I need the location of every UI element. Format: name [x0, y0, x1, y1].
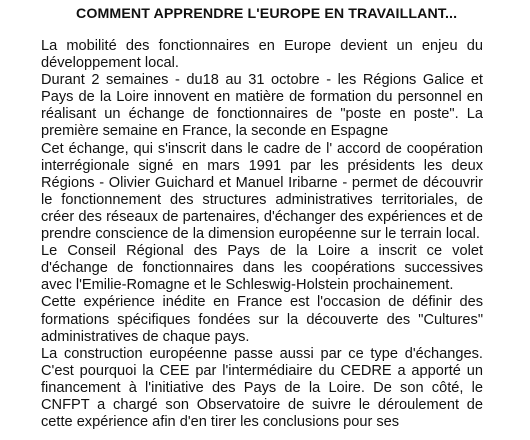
paragraph-4: Le Conseil Régional des Pays de la Loire a inscrit ce volet d'échange de fonctionnaires dans les coopérations successives avec l'Emilie-Romagne et le Schleswig-Holstein prochainement.	[41, 243, 483, 294]
paragraph-6: La construction européenne passe aussi par ce type d'échanges. C'est pourquoi la CEE par l'intermédiaire du CEDRE a apporté un financement à l'initiative des Pays de la Loire. De son côté, le CNFPT a chargé son Observatoire de suivre le déroulement de cette expérience afin d'en tirer les conclusions pour ses	[41, 345, 483, 431]
paragraph-3: Cet échange, qui s'inscrit dans le cadre de l' accord de coopération interrégionale signé en mars 1991 par les présidents les deux Régions - Olivier Guichard et Manuel Iribarne - permet de découvrir le fonctionnement des structures administratives territoriales, de créer des réseaux de partenaires, d'échanger des expériences et de prendre conscience de la dimension européenne sur le terrain local.	[41, 140, 483, 243]
paragraph-2: Durant 2 semaines - du18 au 31 octobre - les Régions Galice et Pays de la Loire innovent en matière de formation du personnel en réalisant un échange de fonctionnaires de "poste en poste". La première semaine en France, la seconde en Espagne	[41, 72, 483, 140]
article-heading: COMMENT APPRENDRE L'EUROPE EN TRAVAILLANT...	[76, 6, 458, 22]
article-body	[41, 38, 483, 431]
paragraph-1: La mobilité des fonctionnaires en Europe devient un enjeu du développement local.	[41, 38, 483, 72]
paragraph-5: Cette expérience inédite en France est l'occasion de définir des formations spécifiques fondées sur la découverte des "Cultures" administratives de chaque pays.	[41, 294, 483, 345]
